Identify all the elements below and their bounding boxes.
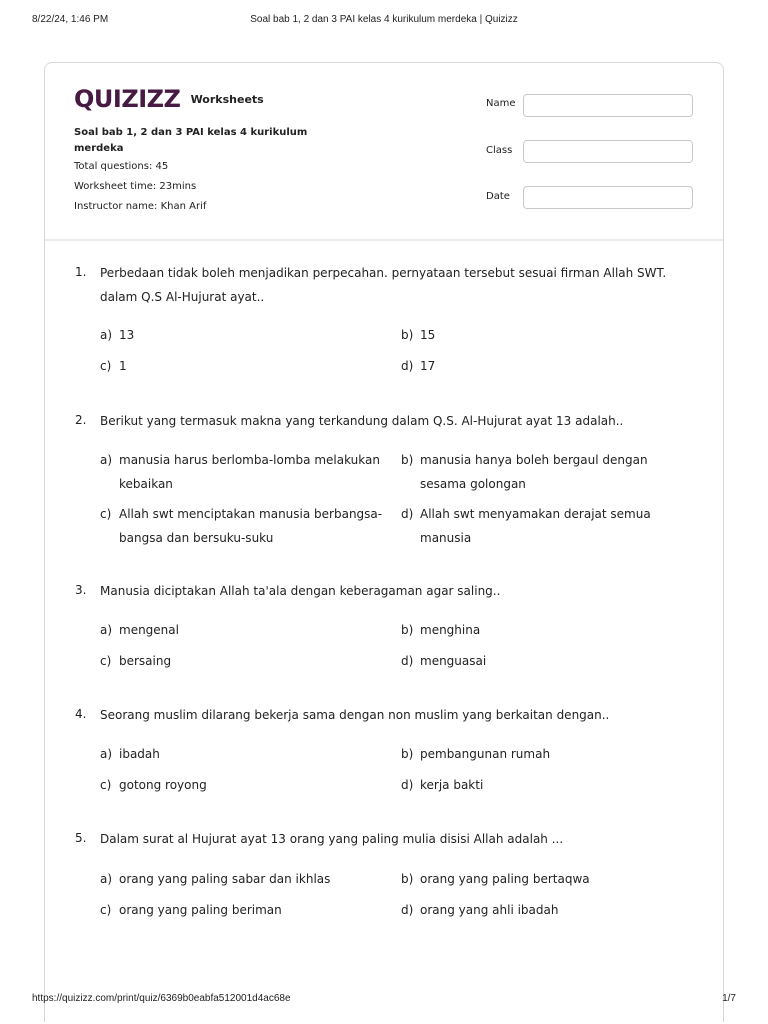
option-text: orang yang paling bertaqwa — [420, 872, 590, 886]
option-letter: c) — [100, 507, 112, 521]
option-text: manusia hanya boleh bergaul dengan sesama golongan — [420, 453, 648, 491]
page-number: 1/7 — [722, 993, 736, 1004]
date-label: Date — [486, 191, 510, 202]
brand-logo — [74, 85, 264, 113]
option-text: manusia harus berlomba-lomba melakukan kebaikan — [119, 453, 380, 491]
option-letter: a) — [100, 872, 113, 886]
worksheets-label: Worksheets — [190, 92, 264, 106]
print-page-title: Soal bab 1, 2 dan 3 PAI kelas 4 kurikulum merdeka | Quizizz — [250, 14, 518, 25]
option-letter: a) — [100, 747, 113, 761]
print-header — [32, 14, 736, 30]
option-text: orang yang ahli ibadah — [420, 903, 559, 917]
option-letter: a) — [100, 328, 113, 342]
option-text: kerja bakti — [420, 778, 484, 792]
option-letter: c) — [100, 778, 112, 792]
question-text: Dalam surat al Hujurat ayat 13 orang yang paling mulia disisi Allah adalah ... — [100, 832, 564, 846]
option-text: 15 — [420, 328, 436, 342]
option-text: orang yang paling beriman — [119, 903, 282, 917]
question-text: Berikut yang termasuk makna yang terkandung dalam Q.S. Al-Hujurat ayat 13 adalah.. — [100, 414, 624, 428]
option-letter: c) — [100, 903, 112, 917]
option-letter: d) — [401, 654, 414, 668]
name-field[interactable] — [523, 94, 693, 117]
quiz-title: Soal bab 1, 2 dan 3 PAI kelas 4 kurikulum merdeka — [74, 127, 308, 154]
total-questions: Total questions: 45 — [74, 161, 169, 172]
option-text: menguasai — [420, 654, 487, 668]
question-number: 5. — [75, 831, 87, 845]
option-letter: d) — [401, 359, 414, 373]
option-letter: d) — [401, 903, 414, 917]
option-text: 17 — [420, 359, 436, 373]
option-text: gotong royong — [119, 778, 207, 792]
date-field[interactable] — [523, 186, 693, 209]
name-label: Name — [486, 98, 516, 109]
option-text: mengenal — [119, 623, 179, 637]
question-text: Seorang muslim dilarang bekerja sama dengan non muslim yang berkaitan dengan.. — [100, 708, 610, 722]
option-letter: b) — [401, 872, 414, 886]
instructor-name: Instructor name: Khan Arif — [74, 201, 207, 212]
print-datetime: 8/22/24, 1:46 PM — [32, 14, 109, 25]
option-text: orang yang paling sabar dan ikhlas — [119, 872, 331, 886]
question-number: 3. — [75, 583, 87, 597]
option-letter: b) — [401, 328, 414, 342]
option-letter: b) — [401, 623, 414, 637]
option-letter: b) — [401, 453, 414, 467]
class-field[interactable] — [523, 140, 693, 163]
option-letter: c) — [100, 654, 112, 668]
question-number: 4. — [75, 707, 87, 721]
option-letter: d) — [401, 778, 414, 792]
class-label: Class — [486, 145, 513, 156]
quizizz-logo: QUIZIZZ — [74, 85, 181, 113]
option-text: 1 — [119, 359, 127, 373]
option-text: pembangunan rumah — [420, 747, 551, 761]
option-text: Allah swt menyamakan derajat semua manusia — [420, 507, 651, 545]
question-text: Perbedaan tidak boleh menjadikan perpecahan. pernyataan tersebut sesuai firman Allah SWT. dalam Q.S Al-Hujurat ayat.. — [100, 266, 667, 304]
option-letter: d) — [401, 507, 414, 521]
option-text: ibadah — [119, 747, 160, 761]
option-letter: a) — [100, 453, 113, 467]
option-letter: a) — [100, 623, 113, 637]
option-text: bersaing — [119, 654, 172, 668]
question-number: 2. — [75, 413, 87, 427]
print-footer — [32, 993, 736, 1009]
question-text: Manusia diciptakan Allah ta'ala dengan keberagaman agar saling.. — [100, 584, 501, 598]
option-text: Allah swt menciptakan manusia berbangsa-bangsa dan bersuku-suku — [119, 507, 383, 545]
option-letter: b) — [401, 747, 414, 761]
worksheet-card — [44, 62, 724, 1022]
worksheet-time: Worksheet time: 23mins — [74, 181, 197, 192]
print-url: https://quizizz.com/print/quiz/6369b0eabfa512001d4ac68e — [32, 993, 291, 1004]
option-text: menghina — [420, 623, 481, 637]
option-letter: c) — [100, 359, 112, 373]
question-number: 1. — [75, 265, 87, 279]
worksheet-header — [45, 63, 723, 241]
option-text: 13 — [119, 328, 135, 342]
